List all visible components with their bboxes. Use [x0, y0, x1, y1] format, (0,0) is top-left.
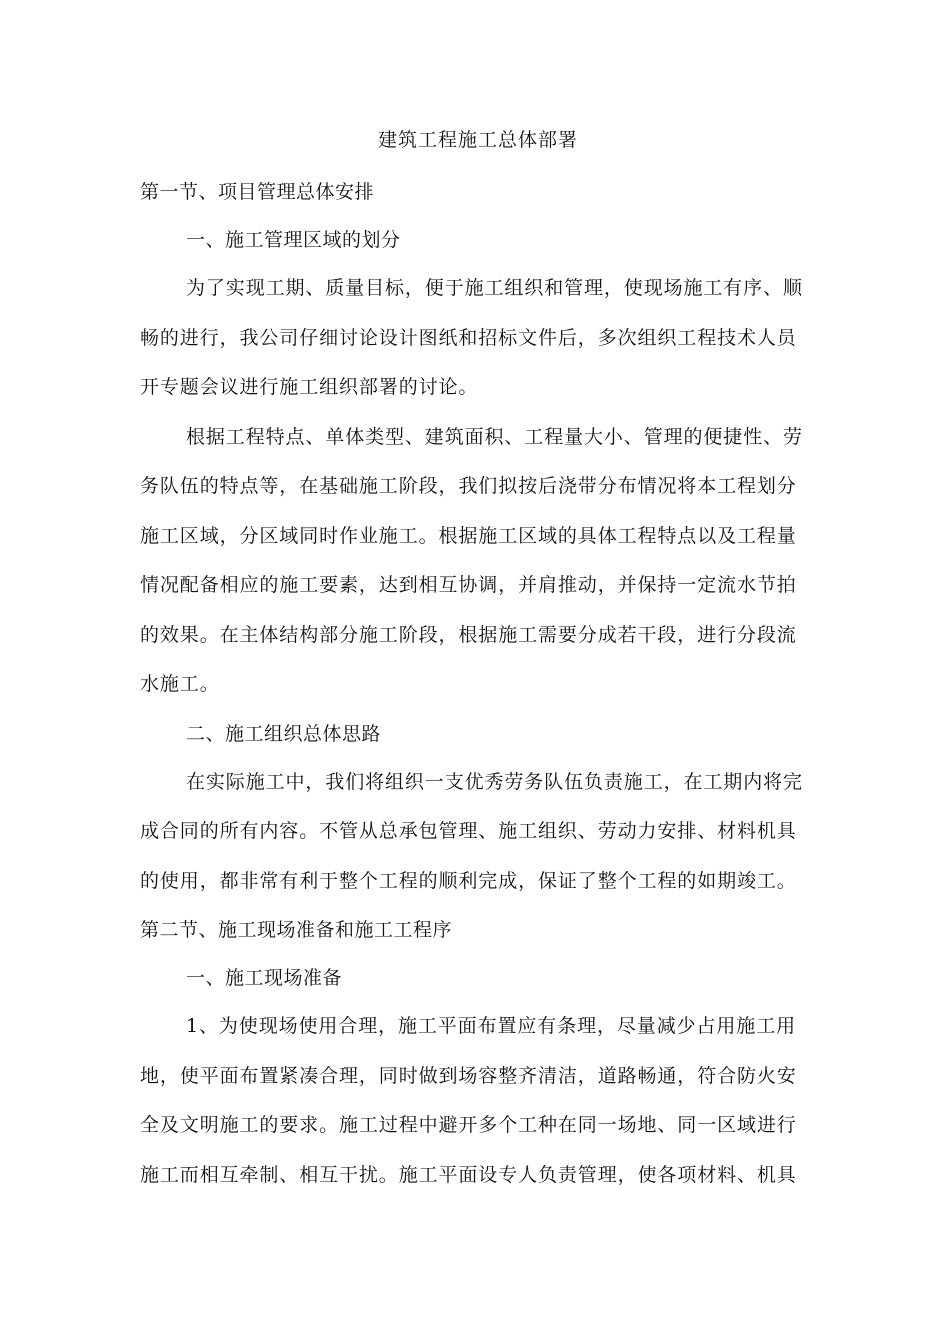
- paragraph-line: 施工而相互牵制、相互干扰。施工平面设专人负责管理，使各项材料、机具: [140, 1163, 797, 1186]
- paragraph-line: 1、为使现场使用合理，施工平面布置应有条理，尽量减少占用施工用: [186, 1015, 796, 1037]
- document-title: 建筑工程施工总体部署: [377, 129, 578, 151]
- paragraph-line: 成合同的所有内容。不管从总承包管理、施工组织、劳动力安排、材料机具: [140, 820, 797, 842]
- paragraph-line: 的效果。在主体结构部分施工阶段，根据施工需要分成若干段，进行分段流: [140, 623, 797, 646]
- paragraph-line: 开专题会议进行施工组织部署的讨论。: [140, 376, 479, 398]
- subsection-heading-1-1: 一、施工管理区域的划分: [186, 229, 401, 251]
- paragraph-line: 畅的进行，我公司仔细讨论设计图纸和招标文件后，多次组织工程技术人员: [140, 326, 797, 349]
- paragraph-1: [140, 264, 816, 413]
- paragraph-line: 的使用，都非常有利于整个工程的顺利完成，保证了整个工程的如期竣工。: [140, 869, 797, 892]
- paragraph-line: 水施工。: [140, 673, 220, 695]
- paragraph-line: 全及文明施工的要求。施工过程中避开多个工种在同一场地、同一区域进行: [140, 1114, 797, 1136]
- paragraph-line: 根据工程特点、单体类型、建筑面积、工程量大小、管理的便捷性、劳: [186, 425, 803, 448]
- subsection-heading-2-1: 一、施工现场准备: [186, 967, 343, 989]
- paragraph-line: 施工区域，分区域同时作业施工。根据施工区域的具体工程特点以及工程量: [140, 524, 797, 547]
- paragraph-line: 务队伍的特点等，在基础施工阶段，我们拟按后浇带分布情况将本工程划分: [140, 475, 797, 497]
- document-body: [140, 120, 816, 1200]
- paragraph-4: [140, 1002, 816, 1200]
- section-heading-2: 第二节、施工现场准备和施工工程序: [140, 919, 453, 941]
- paragraph-2: [140, 413, 816, 710]
- paragraph-line: 地，使平面布置紧凑合理，同时做到场容整齐清洁，道路畅通，符合防火安: [140, 1064, 797, 1087]
- subsection-heading-1-2: 二、施工组织总体思路: [186, 722, 382, 745]
- paragraph-line: 情况配备相应的施工要素，达到相互协调，并肩推动，并保持一定流水节拍: [140, 574, 797, 596]
- paragraph-line: 在实际施工中，我们将组织一支优秀劳务队伍负责施工，在工期内将完: [186, 770, 803, 793]
- paragraph-line: 为了实现工期、质量目标，便于施工组织和管理，使现场施工有序、顺: [186, 277, 803, 299]
- section-heading-1: 第一节、项目管理总体安排: [140, 181, 375, 203]
- paragraph-3: [140, 758, 816, 907]
